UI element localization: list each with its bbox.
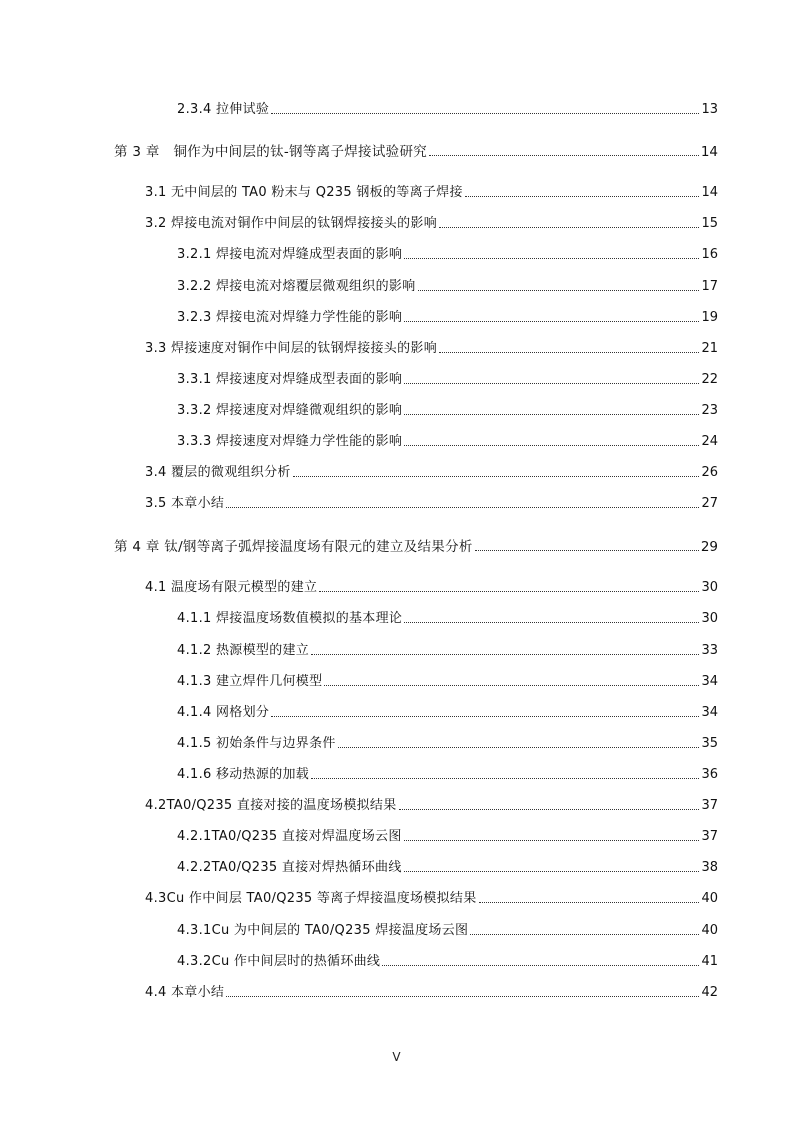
toc-entry-title: 3.5 本章小结 [145, 496, 225, 511]
dot-leader [470, 934, 699, 935]
toc-entry[interactable] [177, 919, 718, 939]
toc-entry-page: 14 [700, 144, 718, 160]
dot-leader [382, 965, 699, 966]
dot-leader [439, 352, 699, 353]
toc-entry-title: 4.2TA0/Q235 直接对接的温度场模拟结果 [145, 798, 397, 813]
toc-entry-page: 41 [701, 954, 718, 969]
toc-entry[interactable] [177, 763, 718, 783]
dot-leader [226, 507, 699, 508]
toc-entry-title: 4.1.3 建立焊件几何模型 [177, 674, 323, 689]
toc-entry-title: 第 3 章 铜作为中间层的钛-钢等离子焊接试验研究 [114, 144, 428, 160]
toc-entry[interactable] [177, 368, 718, 388]
toc-entry[interactable] [177, 275, 718, 295]
toc-entry-title: 3.3.3 焊接速度对焊缝力学性能的影响 [177, 434, 403, 449]
toc-entry-title: 3.3.2 焊接速度对焊缝微观组织的影响 [177, 403, 403, 418]
toc-entry[interactable] [145, 337, 718, 357]
toc-entry[interactable] [177, 306, 718, 326]
page-number: V [392, 1050, 401, 1064]
toc-entry-title: 3.4 覆层的微观组织分析 [145, 465, 291, 480]
dot-leader [439, 227, 699, 228]
dot-leader [404, 383, 699, 384]
toc-entry-page: 30 [701, 580, 718, 595]
toc-entry-title: 3.2.1 焊接电流对焊缝成型表面的影响 [177, 247, 403, 262]
toc-entry-title: 第 4 章 钛/钢等离子弧焊接温度场有限元的建立及结果分析 [114, 539, 473, 555]
dot-leader [226, 996, 699, 997]
toc-entry-title: 3.1 无中间层的 TA0 粉末与 Q235 钢板的等离子焊接 [145, 185, 463, 200]
toc-entry-title: 4.3Cu 作中间层 TA0/Q235 等离子焊接温度场模拟结果 [145, 891, 477, 906]
toc-entry[interactable] [145, 461, 718, 481]
toc-entry-title: 4.1.2 热源模型的建立 [177, 643, 310, 658]
toc-entry[interactable] [145, 981, 718, 1001]
toc-entry-page: 34 [701, 674, 718, 689]
toc-entry-page: 30 [701, 611, 718, 626]
toc-entry[interactable] [177, 856, 718, 876]
toc-entry-title: 4.3.2Cu 作中间层时的热循环曲线 [177, 954, 381, 969]
toc-entry-title: 3.2.3 焊接电流对焊缝力学性能的影响 [177, 310, 403, 325]
toc-entry-title: 4.2.1TA0/Q235 直接对焊温度场云图 [177, 829, 402, 844]
toc-entry-page: 33 [701, 643, 718, 658]
toc-entry[interactable] [177, 670, 718, 690]
dot-leader [319, 591, 699, 592]
toc-entry-page: 24 [701, 434, 718, 449]
dot-leader [404, 840, 700, 841]
dot-leader [479, 902, 700, 903]
dot-leader [465, 196, 700, 197]
toc-entry-page: 27 [701, 496, 718, 511]
toc-entry-title: 4.2.2TA0/Q235 直接对焊热循环曲线 [177, 860, 402, 875]
toc-entry-page: 37 [701, 829, 718, 844]
dot-leader [324, 685, 699, 686]
dot-leader [418, 290, 700, 291]
dot-leader [271, 716, 699, 717]
toc-entry-page: 23 [701, 403, 718, 418]
toc-entry[interactable] [145, 181, 718, 201]
toc-entry-title: 4.1.4 网格划分 [177, 705, 270, 720]
toc-entry[interactable] [177, 701, 718, 721]
toc-entry[interactable] [145, 212, 718, 232]
dot-leader [404, 321, 699, 322]
toc-entry-page: 34 [701, 705, 718, 720]
toc-entry-page: 40 [701, 923, 718, 938]
toc-entry-title: 4.1.6 移动热源的加载 [177, 767, 310, 782]
toc-entry-page: 21 [701, 341, 718, 356]
dot-leader [311, 654, 699, 655]
toc-entry[interactable] [114, 140, 718, 160]
toc-entry[interactable] [177, 950, 718, 970]
dot-leader [404, 414, 699, 415]
toc-entry-title: 2.3.4 拉伸试验 [177, 102, 270, 117]
toc-entry-page: 29 [700, 539, 718, 555]
toc-entry-page: 15 [701, 216, 718, 231]
toc-entry[interactable] [177, 430, 718, 450]
dot-leader [399, 809, 700, 810]
toc-entry-page: 35 [701, 736, 718, 751]
dot-leader [311, 778, 699, 779]
toc-entry-title: 4.4 本章小结 [145, 985, 225, 1000]
dot-leader [404, 445, 699, 446]
toc-entry-page: 36 [701, 767, 718, 782]
toc-entry-page: 13 [701, 102, 718, 117]
dot-leader [429, 155, 699, 156]
toc-entry-page: 26 [701, 465, 718, 480]
toc-entry-page: 22 [701, 372, 718, 387]
toc-entry-page: 14 [701, 185, 718, 200]
dot-leader [404, 622, 699, 623]
toc-entry[interactable] [145, 794, 718, 814]
toc-entry[interactable] [145, 887, 718, 907]
dot-leader [404, 871, 700, 872]
toc-entry[interactable] [177, 825, 718, 845]
toc-entry-title: 4.1 温度场有限元模型的建立 [145, 580, 318, 595]
toc-entry-page: 19 [701, 310, 718, 325]
toc-entry-page: 16 [701, 247, 718, 262]
toc-entry[interactable] [177, 98, 718, 118]
toc-entry-title: 4.3.1Cu 为中间层的 TA0/Q235 焊接温度场云图 [177, 923, 469, 938]
dot-leader [293, 476, 700, 477]
toc-entry[interactable] [177, 243, 718, 263]
toc-entry-page: 42 [701, 985, 718, 1000]
toc-entry[interactable] [177, 399, 718, 419]
toc-entry-title: 4.1.5 初始条件与边界条件 [177, 736, 336, 751]
dot-leader [271, 113, 699, 114]
toc-entry[interactable] [177, 732, 718, 752]
toc-entry-title: 3.3 焊接速度对铜作中间层的钛钢焊接接头的影响 [145, 341, 438, 356]
toc-entry-title: 3.2 焊接电流对铜作中间层的钛钢焊接接头的影响 [145, 216, 438, 231]
toc-entry-page: 40 [701, 891, 718, 906]
dot-leader [475, 550, 699, 551]
toc-entry[interactable] [145, 576, 718, 596]
toc-entry-page: 37 [701, 798, 718, 813]
toc-entry-title: 3.2.2 焊接电流对熔覆层微观组织的影响 [177, 279, 416, 294]
toc-entry-page: 17 [701, 279, 718, 294]
dot-leader [338, 747, 700, 748]
toc-entry[interactable] [145, 492, 718, 512]
toc-entry-title: 3.3.1 焊接速度对焊缝成型表面的影响 [177, 372, 403, 387]
toc-entry-page: 38 [701, 860, 718, 875]
toc-entry[interactable] [114, 535, 718, 555]
toc-entry-title: 4.1.1 焊接温度场数值模拟的基本理论 [177, 611, 403, 626]
toc-entry[interactable] [177, 639, 718, 659]
toc-entry[interactable] [177, 607, 718, 627]
dot-leader [404, 258, 699, 259]
